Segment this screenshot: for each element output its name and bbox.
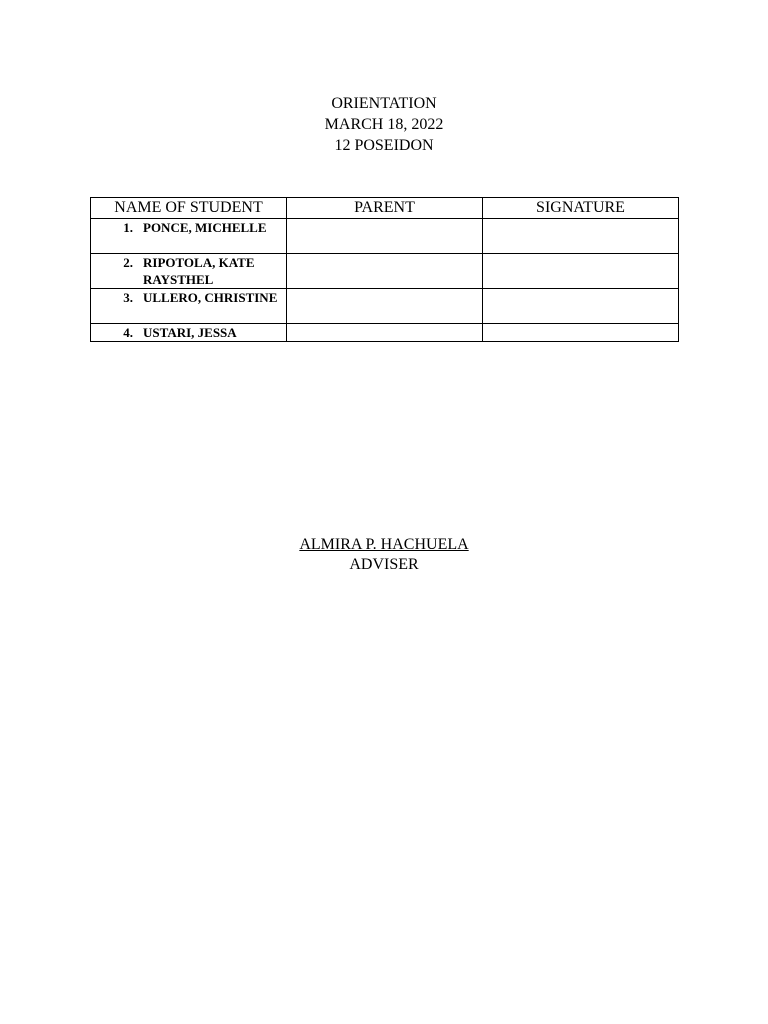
table-row xyxy=(91,289,679,324)
student-name-cell xyxy=(91,289,287,324)
student-name-cell xyxy=(91,324,287,342)
parent-cell xyxy=(287,254,483,289)
signature-cell xyxy=(483,219,679,254)
signature-cell xyxy=(483,324,679,342)
attendance-table xyxy=(90,197,679,342)
student-name: USTARI, JESSA xyxy=(143,325,237,340)
parent-cell xyxy=(287,219,483,254)
student-name-cell xyxy=(91,219,287,254)
document-header xyxy=(0,93,768,156)
table-row xyxy=(91,254,679,289)
signature-cell xyxy=(483,289,679,324)
document-section: 12 POSEIDON xyxy=(334,137,434,154)
table-header-row xyxy=(91,198,679,219)
student-name: PONCE, MICHELLE xyxy=(143,220,267,235)
parent-cell xyxy=(287,324,483,342)
signatory-block xyxy=(0,535,768,575)
column-header-parent: PARENT xyxy=(287,198,483,219)
column-header-signature: SIGNATURE xyxy=(483,198,679,219)
student-name: RIPOTOLA, KATE RAYSTHEL xyxy=(143,255,255,287)
row-number: 1. xyxy=(123,220,133,235)
adviser-name: ALMIRA P. HACHUELA xyxy=(299,536,469,553)
document-title: ORIENTATION xyxy=(331,95,437,112)
table-row xyxy=(91,324,679,342)
parent-cell xyxy=(287,289,483,324)
row-number: 2. xyxy=(123,255,133,270)
table-row xyxy=(91,219,679,254)
student-name: ULLERO, CHRISTINE xyxy=(143,290,278,305)
signature-cell xyxy=(483,254,679,289)
student-name-cell xyxy=(91,254,287,289)
column-header-student: NAME OF STUDENT xyxy=(91,198,287,219)
adviser-role: ADVISER xyxy=(349,556,419,573)
row-number: 4. xyxy=(123,325,133,340)
document-date: MARCH 18, 2022 xyxy=(324,116,444,133)
row-number: 3. xyxy=(123,290,133,305)
